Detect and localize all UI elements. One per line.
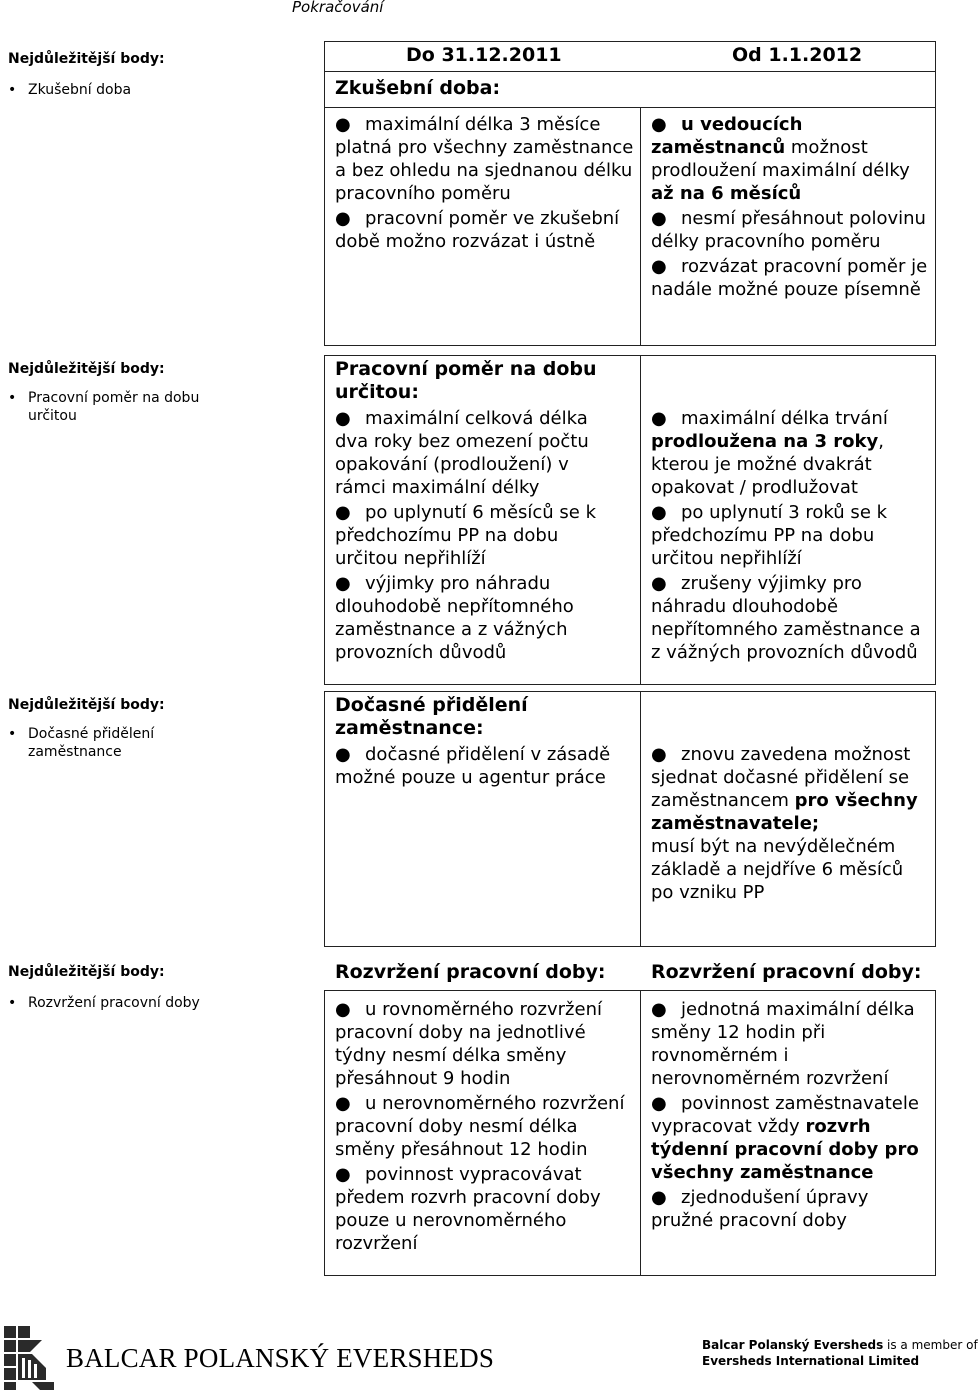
bullet-text: dočasné přidělení v zásadě možné pouze u agentur práce [335, 744, 611, 788]
bullet-icon: ● [651, 744, 667, 765]
bullet-text: zjednodušení úpravy pružné pracovní doby [651, 1187, 869, 1231]
bullet-icon: ● [335, 408, 351, 429]
bullet-text: maximální délka 3 měsíce platná pro všechny zaměstnance a bez ohledu na sjednanou délku pracovního poměru [335, 114, 634, 204]
section-title: Dočasné přidělení zaměstnance: [335, 694, 528, 739]
eversheds-logo-icon [2, 1322, 58, 1392]
left-column-text [335, 113, 635, 253]
side-item [8, 725, 233, 761]
bullet-text: nesmí přesáhnout polovinu délky pracovního poměru [651, 208, 926, 252]
side-title: Nejdůležitější body: [8, 51, 165, 67]
bullet-icon: ● [651, 1187, 667, 1208]
side-item-label: Rozvržení pracovní doby [28, 995, 200, 1011]
side-title: Nejdůležitější body: [8, 697, 165, 713]
bullet-icon: ● [335, 208, 351, 229]
network-name: Eversheds International Limited [702, 1354, 920, 1368]
bullet-text: zrušeny výjimky pro náhradu dlouhodobě nepřítomného zaměstnance a z vážných provozních důvodů [651, 573, 921, 663]
bullet-icon: ● [651, 573, 667, 594]
bullet-icon: ● [651, 999, 667, 1020]
bullet-text: u rovnoměrného rozvržení pracovní doby na jednotlivé týdny nesmí délka směny přesáhnout 9 hodin [335, 999, 602, 1089]
side-title: Nejdůležitější body: [8, 361, 165, 377]
section-title-right: Rozvržení pracovní doby: [651, 961, 922, 983]
bullet-text: musí být na nevýdělečném základě a nejdříve 6 měsíců po vzniku PP [651, 836, 904, 903]
bullet-text: u nerovnoměrného rozvržení pracovní doby nesmí délka směny přesáhnout 12 hodin [335, 1093, 625, 1160]
bullet-icon: ● [651, 114, 667, 135]
bullet-text: pracovní poměr ve zkušební době možno rozvázat i ústně [335, 208, 620, 252]
side-item [8, 994, 248, 1012]
bullet-icon: ● [651, 408, 667, 429]
bullet-text: znovu zavedena možnost sjednat dočasné přidělení se zaměstnancem [651, 744, 911, 811]
membership-note [702, 1337, 978, 1369]
column-header-after: Od 1.1.2012 [732, 44, 863, 66]
section-title-left: Rozvržení pracovní doby: [335, 961, 606, 983]
bullet-icon: • [8, 995, 17, 1011]
section-title: Zkušební doba: [335, 77, 501, 99]
bold-text: u vedoucích zaměstnanců [651, 114, 803, 158]
bold-text: až na 6 měsíců [651, 183, 802, 204]
side-item-label: Dočasné přidělení zaměstnance [28, 726, 155, 760]
right-column-text [651, 407, 931, 664]
member-text: is a member of [883, 1338, 978, 1352]
bullet-text: výjimky pro náhradu dlouhodobě nepřítomného zaměstnance a z vážných provozních důvodů [335, 573, 574, 663]
bullet-icon: ● [335, 573, 351, 594]
continuation-label: Pokračování [292, 0, 384, 16]
bullet-text: maximální délka trvání [681, 408, 888, 429]
bullet-icon: ● [335, 114, 351, 135]
right-column-text [651, 998, 929, 1232]
bullet-text: po uplynutí 3 roků se k předchozímu PP na dobu určitou nepřihlíží [651, 502, 888, 569]
bullet-text: povinnost zaměstnavatele vypracovat vždy [651, 1093, 919, 1137]
right-column-text [651, 113, 929, 301]
bullet-icon: ● [335, 1093, 351, 1114]
bullet-text: povinnost vypracovávat předem rozvrh pracovní doby pouze u nerovnoměrného rozvržení [335, 1164, 601, 1254]
bullet-icon: • [8, 726, 17, 742]
bold-text: pro všechny zaměstnavatele; [651, 790, 918, 834]
bullet-text: rozvázat pracovní poměr je nadále možné pouze písemně [651, 256, 928, 300]
bullet-icon: ● [335, 1164, 351, 1185]
bullet-icon: ● [335, 999, 351, 1020]
bullet-text: jednotná maximální délka směny 12 hodin při rovnoměrném i nerovnoměrném rozvržení [651, 999, 915, 1089]
bullet-icon: ● [651, 256, 667, 277]
firm-name: Balcar Polanský Eversheds [702, 1338, 884, 1352]
bullet-icon: ● [651, 208, 667, 229]
bullet-text: maximální celková délka dva roky bez omezení počtu opakování (prodloužení) v rámci maximální délky [335, 408, 589, 498]
side-title: Nejdůležitější body: [8, 964, 165, 980]
column-header-before: Do 31.12.2011 [406, 44, 562, 66]
right-column-text [651, 743, 926, 904]
company-logo-text: BALCAR POLANSKÝ EVERSHEDS [66, 1343, 495, 1373]
section-title: Pracovní poměr na dobu určitou: [335, 358, 597, 403]
bullet-icon: • [8, 390, 17, 406]
bullet-text: , kterou je možné dvakrát opakovat / prodlužovat [651, 431, 884, 498]
side-item [8, 81, 248, 99]
bullet-text: možnost prodloužení maximální délky [651, 137, 910, 181]
left-column-text [335, 743, 625, 789]
side-item-label: Pracovní poměr na dobu určitou [28, 390, 200, 424]
side-item-label: Zkušební doba [28, 82, 132, 98]
bullet-icon: ● [651, 1093, 667, 1114]
bullet-text: po uplynutí 6 měsíců se k předchozímu PP na dobu určitou nepřihlíží [335, 502, 597, 569]
bold-text: prodloužena na 3 roky [651, 431, 879, 452]
bold-text: rozvrh týdenní pracovní doby pro všechny zaměstnance [651, 1116, 919, 1183]
bullet-icon: ● [335, 744, 351, 765]
left-column-text [335, 407, 625, 664]
bullet-icon: ● [651, 502, 667, 523]
side-item [8, 389, 233, 425]
bullet-icon: ● [335, 502, 351, 523]
bullet-icon: • [8, 82, 17, 98]
left-column-text [335, 998, 625, 1255]
